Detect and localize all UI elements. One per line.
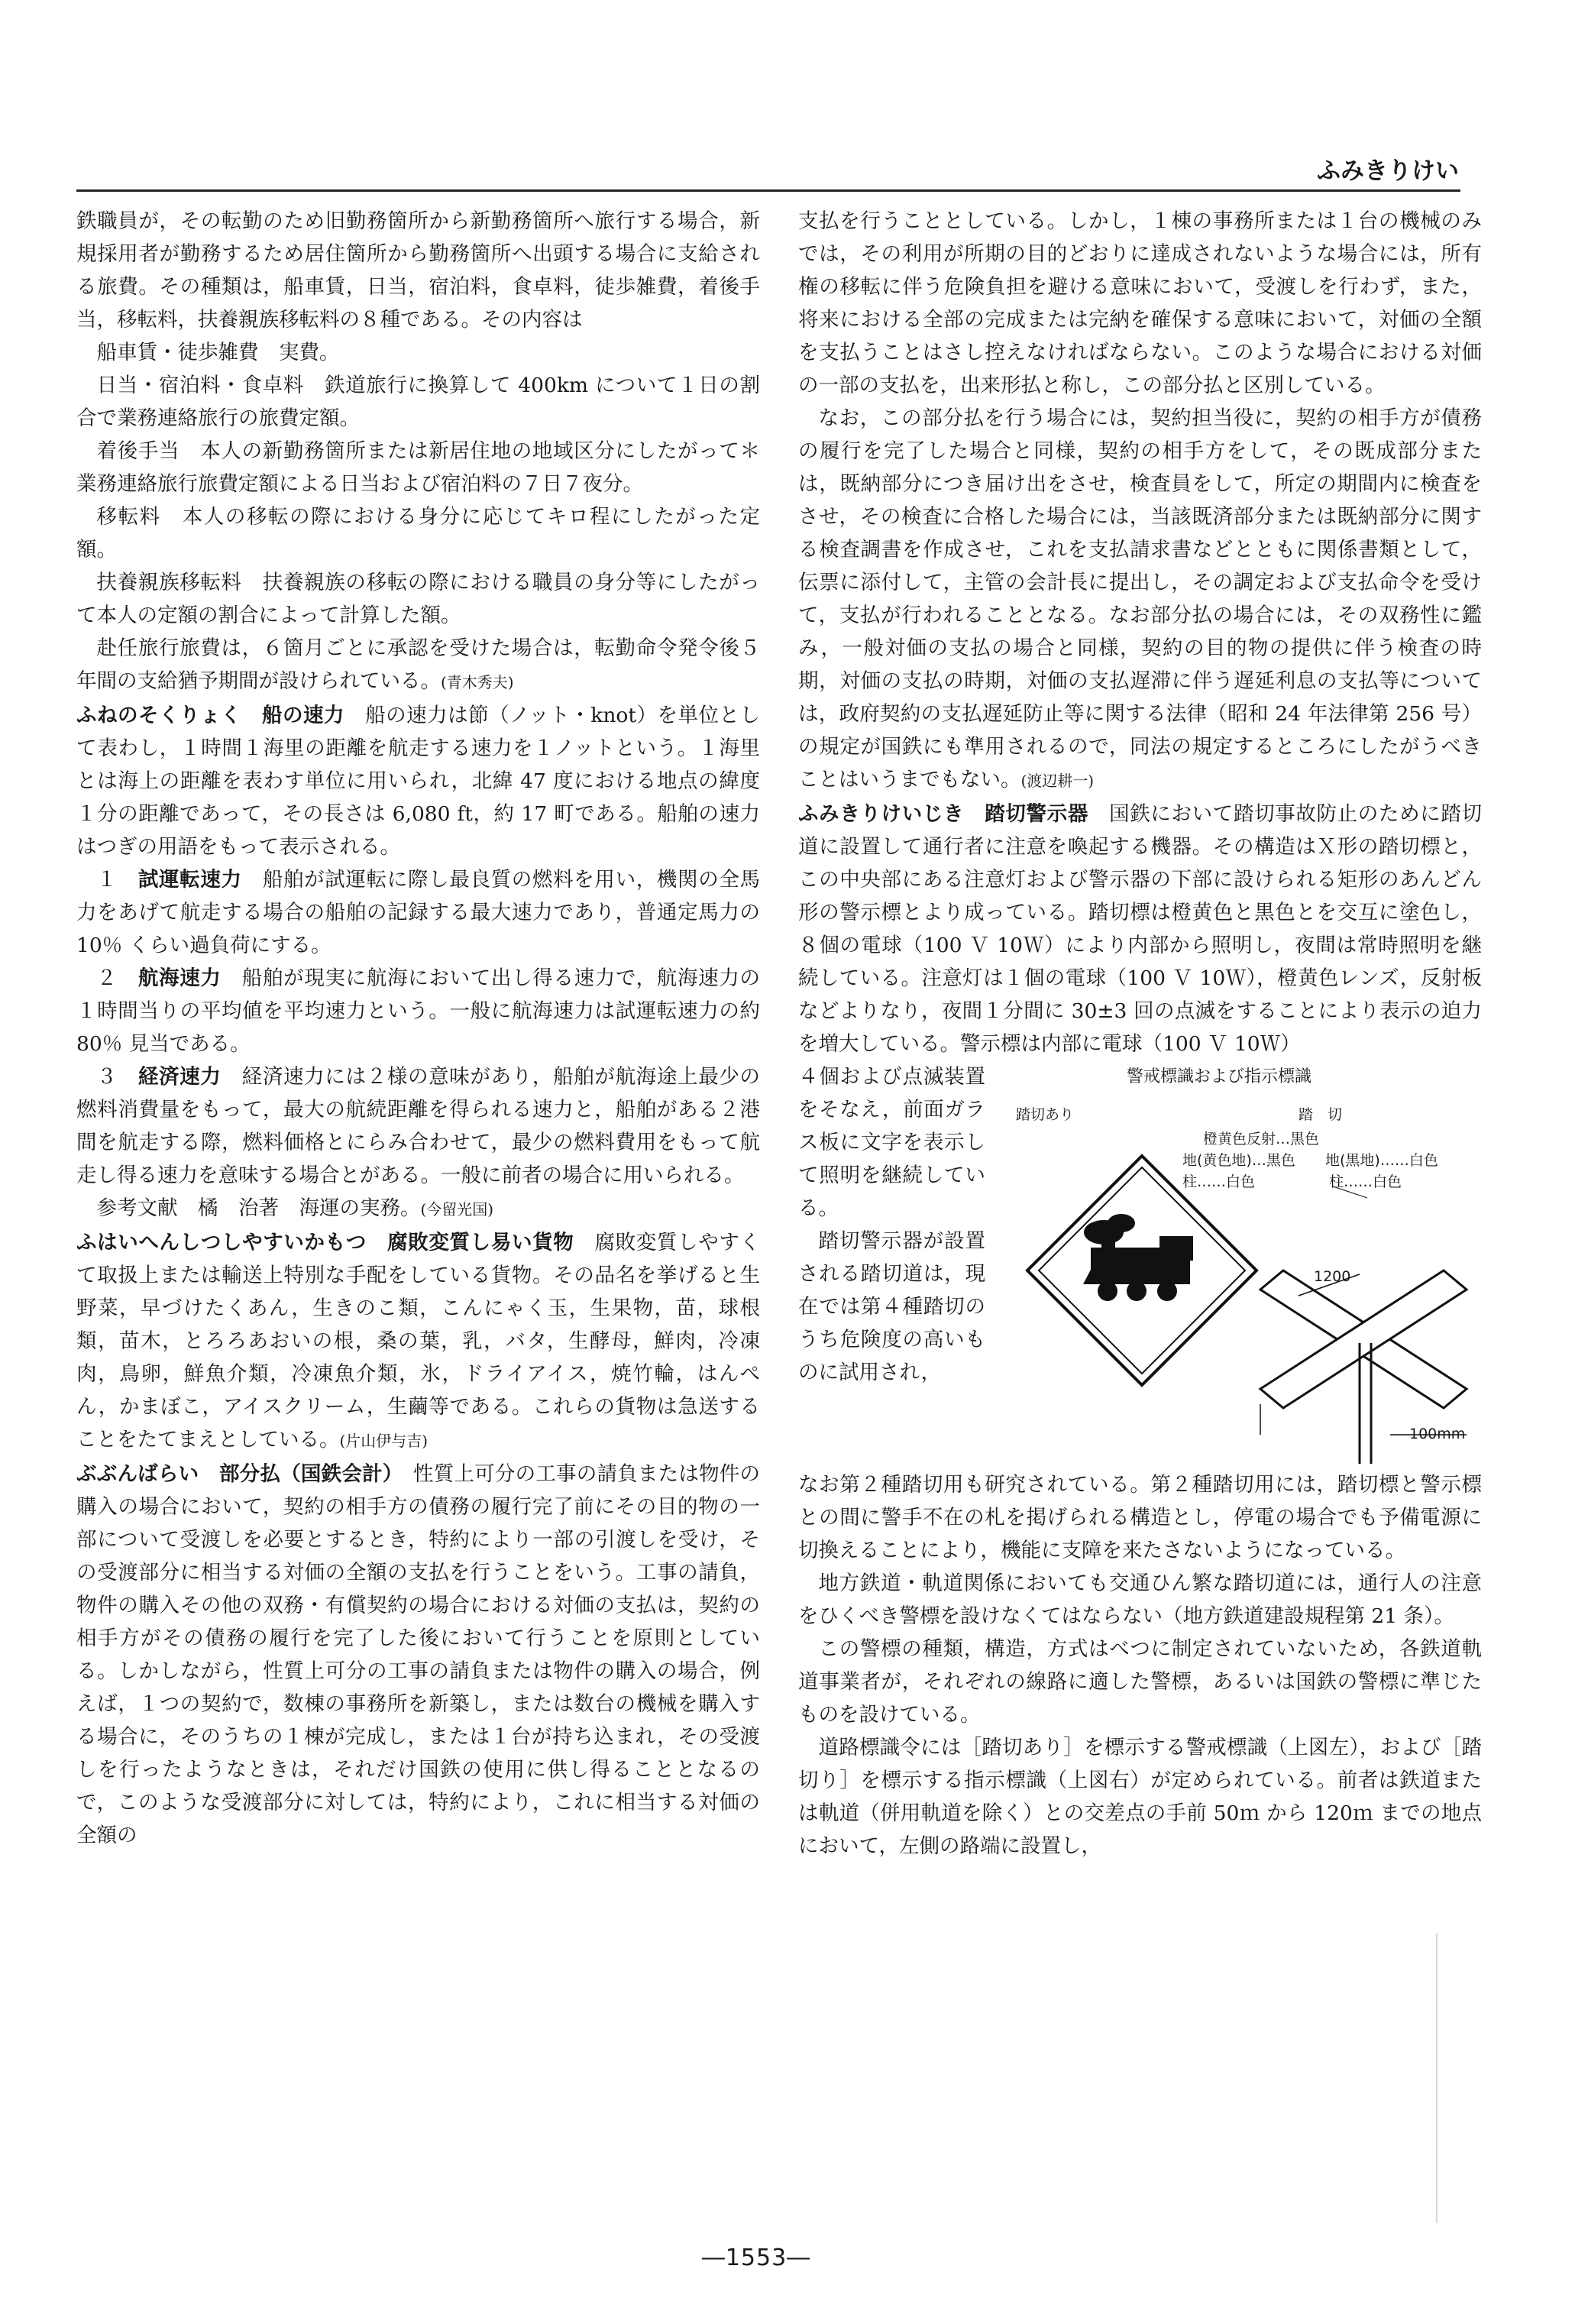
figure-label-right: 踏 切 <box>1299 1106 1343 1123</box>
figure-note: 地(黒地)……白色 <box>1325 1152 1438 1169</box>
figure-label-left: 踏切あり <box>1016 1106 1075 1123</box>
author-credit: (渡辺耕一) <box>1020 772 1095 790</box>
entry-heading: ふはいへんしつしやすいかもつ 腐敗変質し易い貨物 <box>76 1231 574 1254</box>
dimension-label: 100mm <box>1409 1426 1466 1442</box>
running-header: ふみきりけい <box>1317 157 1459 185</box>
reference-line <box>76 1192 760 1226</box>
reference-text: 参考文献 橘 治著 海運の実務。 <box>96 1196 421 1220</box>
right-column <box>798 205 1482 1863</box>
figure-note: 柱……白色 <box>1329 1173 1402 1190</box>
item-number: １ <box>96 868 118 892</box>
dimension-label: 1200 <box>1314 1268 1351 1285</box>
figure-side-text <box>798 1060 985 1389</box>
entry-heading: ふねのそくりょく 船の速力 <box>76 704 345 727</box>
list-item <box>76 1060 760 1192</box>
figure-caption: 警戒標識および指示標識 <box>1127 1067 1312 1086</box>
entry-body: 国鉄において踏切事故防止のために踏切道に設置して通行者に注意を喚起する機器。その構造はＸ形の踏切標と，この中央部にある注意灯および警示器の下部に設けられる矩形のあんどん形の警示標とより成っている。踏切標は橙黄色と黒色とを交互に塗色し，８個の電球（100 Ｖ 10Ｗ）により内部から照明し，夜間は常時照明を継続している。注意灯は１個の電球（100 Ｖ 10Ｗ），橙黄色レンズ，反射板などよりなり，夜間１分間に 30±3 回の点滅をすることにより表示の迫力を増大している。警示標は内部に電球（100 Ｖ 10Ｗ） <box>798 802 1482 1056</box>
paragraph: 鉄職員が，その転勤のため旧勤務箇所から新勤務箇所へ旅行する場合，新規採用者が勤務するため居住箇所から勤務箇所へ出頭する場合に支給される旅費。その種類は，船車賃，日当，宿泊料，食卓料，徒歩雑費，着後手当，移転料，扶養親族移転料の８種である。その内容は <box>76 209 760 332</box>
paragraph-text: なお，この部分払を行う場合には，契約担当役に，契約の相手方が債務の履行を完了した場合と同様，契約の相手方をして，その既成部分または，既納部分につき届け出をさせ，検査員をして，所定の期間内に検査をさせ，その検査に合格した場合には，当該既済部分または既納部分に関する検査調書を作成させ，これを支払請求書などとともに関係書類として，伝票に添付して，主管の会計長に提出し，その調定および支払命令を受けて，支払が行われることとなる。なお部分払の場合には，その双務性に鑑み，一般対価の支払の場合と同様，契約の目的物の提供に伴う検査の時期，対価の支払の時期，対価の支払遅滞に伴う遅延利息の支払等については，政府契約の支払遅延防止等に関する法律（昭和 24 年法律第 256 号）の規定が国鉄にも準用されるので，同法の規定するところにしたがうべきことはいうまでもない。 <box>798 406 1482 791</box>
figure-block <box>798 1060 1482 1468</box>
left-column <box>76 205 760 1852</box>
paragraph: 日当・宿泊料・食卓料 鉄道旅行に換算して 400km について１日の割合で業務連絡旅行の旅費定額。 <box>76 374 760 430</box>
item-body: 船舶が試運転に際し最良質の燃料を用い，機関の全馬力をあげて航走する場合の船舶の記録する最大速力であり，普通定馬力の 10％ くらい過負荷にする。 <box>76 868 761 957</box>
figure-note: 橙黄色反射…黒色 <box>1203 1131 1320 1147</box>
author-credit: (今留光国) <box>420 1200 494 1219</box>
author-credit: (青木秀夫) <box>441 673 514 691</box>
paragraph: ４個および点滅装置をそなえ，前面ガラス板に文字を表示して照明を継続している。 <box>798 1065 985 1220</box>
road-sign-figure <box>1008 1099 1482 1465</box>
item-body: 船舶が現実に航海において出し得る速力で，航海速力の１時間当りの平均値を平均速力という。一般に航海速力は試運転速力の約 80％ 見当である。 <box>76 966 761 1056</box>
item-term: 経済速力 <box>137 1065 222 1089</box>
entry-fuhai-kamotsu <box>76 1226 760 1458</box>
entry-body: 性質上可分の工事の請負または物件の購入の場合において，契約の相手方の債務の履行完了前にその目的物の一部について受渡しを必要とするとき，特約により一部の引渡しを受け，その受渡部分に相当する対価の全額の支払を行うことをいう。工事の請負，物件の購入その他の双務・有償契約の場合における対価の支払は，契約の相手方がその債務の履行を完了した後において行うことを原則としている。しかしながら，性質上可分の工事の請負または物件の購入の場合，例えば，１つの契約で，数棟の事務所を新築し，または数台の機械を購入する場合に，そのうちの１棟が完成し，または１台が持ち込まれ，その受渡しを行ったようなときは，それだけ国鉄の使用に供し得ることとなるので，このような受渡部分に対しては，特約により，これに相当する対価の全額の <box>76 1462 761 1847</box>
list-item <box>76 863 760 962</box>
item-term: 航海速力 <box>137 966 222 990</box>
page-number: ―1553― <box>701 2245 811 2271</box>
entry-heading: ふみきりけいじき 踏切警示器 <box>798 802 1088 826</box>
scan-edge-line <box>1436 1933 1438 2223</box>
entry-funeno-sokuryoku <box>76 699 760 863</box>
paragraph: 踏切警示器が設置される踏切道は，現在では第４種踏切のうち危険度の高いものに試用され， <box>798 1229 985 1384</box>
header-rule <box>76 189 1460 192</box>
entry-bubunbarai <box>76 1458 760 1852</box>
figure-note: 地(黄色地)…黒色 <box>1182 1152 1295 1169</box>
paragraph: この警標の種類，構造，方式はべつに制定されていないため，各鉄道軌道事業者が，それぞれの線路に適した警標，あるいは国鉄の警標に準じたものを設けている。 <box>798 1637 1482 1727</box>
entry-body: 船の速力は節（ノット・knot）を単位として表わし，１時間１海里の距離を航走する速力を１ノットという。１海里とは海上の距離を表わす単位に用いられ，北緯 47 度における地点の緯度１分の距離であって，その長さは 6,080 ft，約 17 町である。船舶の速力はつぎの用語をもって表示される。 <box>76 704 761 859</box>
paragraph <box>798 402 1482 798</box>
entry-heading: ぶぶんばらい 部分払（国鉄会計） <box>76 1462 393 1486</box>
item-number: ３ <box>96 1065 118 1089</box>
entry-body: 腐敗変質しやすくて取扱上または輸送上特別な手配をしている貨物。その品名を挙げると生野菜，早づけたくあん，生きのこ類，こんにゃく玉，生果物，苗，球根類，苗木，とろろあおいの根，桑の葉，乳，バタ，生酵母，鮮肉，冷凍肉，鳥卵，鮮魚介類，冷凍魚介類，氷，ドライアイス，焼竹輪，はんぺん，かまぼこ，アイスクリーム，生繭等である。これらの貨物は急送することをたてまえとしている。 <box>76 1231 760 1452</box>
paragraph: 道路標識令には［踏切あり］を標示する警戒標識（上図左），および［踏切り］を標示する指示標識（上図右）が定められている。前者は鉄道または軌道（併用軌道を除く）との交差点の手前 50ｍ から 120ｍ までの地点において，左側の路端に設置し， <box>798 1736 1482 1858</box>
paragraph: 船車賃・徒歩雑費 実費。 <box>96 341 340 364</box>
figure-note: 柱……白色 <box>1182 1173 1256 1190</box>
paragraph: 地方鉄道・軌道関係においても交通ひん繁な踏切道には，通行人の注意をひくべき警標を設けなくてはならない（地方鉄道建設規程第 21 条）。 <box>798 1571 1482 1628</box>
list-item <box>76 962 760 1060</box>
paragraph <box>76 632 760 699</box>
paragraph-text: 赴任旅行旅費は，６箇月ごとに承認を受けた場合は，転勤命令発令後５年間の支給猶予期間が設けられている。 <box>76 636 760 693</box>
author-credit: (片山伊与吉) <box>339 1432 429 1450</box>
entry-fumikiri-keijiki <box>798 798 1482 1060</box>
item-term: 試運転速力 <box>137 868 242 892</box>
paragraph: 支払を行うこととしている。しかし，１棟の事務所または１台の機械のみでは，その利用が所期の目的どおりに達成されないような場合には，所有権の移転に伴う危険負担を避ける意味において，受渡しを行わず，また，将来における全部の完成または完納を確保する意味において，対価の全額を支払うことはさし控えなければならない。このような場合における対価の一部の支払を，出来形払と称し，この部分払と区別している。 <box>798 209 1482 397</box>
paragraph: 扶養親族移転料 扶養親族の移転の際における職員の身分等にしたがって本人の定額の割合によって計算した額。 <box>76 571 760 627</box>
paragraph: 着後手当 本人の新勤務箇所または新居住地の地域区分にしたがって＊業務連絡旅行旅費定額による日当および宿泊料の７日７夜分。 <box>76 439 760 496</box>
paragraph: なお第２種踏切用も研究されている。第２種踏切用には，踏切標と警示標との間に警手不在の札を掲げられる構造とし，停電の場合でも予備電源に切換えることにより，機能に支障を来たさないようになっている。 <box>798 1473 1482 1562</box>
item-body: 経済速力には２様の意味があり，船舶が航海途上最少の燃料消費量をもって，最大の航続距離を得られる速力と，船舶がある２港間を航走する際，燃料価格とにらみ合わせて，最少の燃料費用をもって航走し得る速力を意味する場合とがある。一般に前者の場合に用いられる。 <box>76 1065 761 1187</box>
item-number: ２ <box>96 966 118 990</box>
paragraph: 移転料 本人の移転の際における身分に応じてキロ程にしたがった定額。 <box>76 505 760 562</box>
